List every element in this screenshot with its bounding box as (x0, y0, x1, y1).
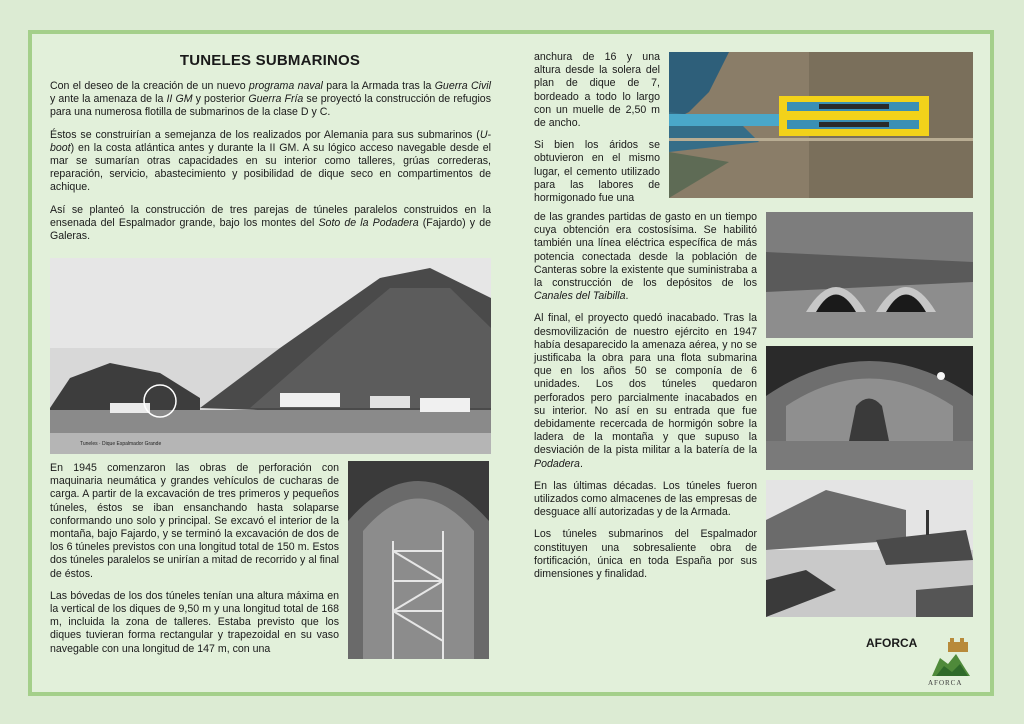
photo-mountain-bay (50, 258, 491, 454)
right-mid-text (534, 211, 757, 590)
bottom-paragraph-1: En 1945 comenzaron las obras de perforación con maquinaria neumática y grandes vehículos de cucharas de carga. A partir de la excavación de tres primeros y pequeños túneles, éstos se iban ensanchando hasta solaparse conformando uno solo y principal. Se excavó el interior de la montaña, bajo Fajardo, y se terminó la excavación de dos de los 6 túneles previstos con una longitud total de 150 m. Estos dos túneles paralelos se unirían a mitad de recorrido y al final de éstos. (50, 462, 339, 580)
aerial-tunnel-plan (669, 52, 973, 198)
right-paragraph-4: Al final, el proyecto quedó inacabado. Tras la desmovilización de nuestro ejército en 1947 había desaparecido la amenaza aérea, y no se justificaba la obra para una flota submarina que en los años 50 se componía de 6 unidades. Los dos túneles quedaron perforados pero parcialmente inacabados en su interior. No así en su entrada que fue debidamente recercada de hormigón sobre la ladera de la montaña y que supuso la desviación de la pista militar a la batería de la Podadera. (534, 312, 757, 470)
right-paragraph-2: Si bien los áridos se obtuvieron en el mismo lugar, el cemento utilizado para las labores de hormigonado fue una (534, 139, 660, 205)
right-top-text (534, 51, 660, 205)
page-title: TUNELES SUBMARINOS (179, 52, 361, 69)
photo-tunnel-scaffolding (348, 461, 489, 659)
logo-text: AFORCA (928, 679, 963, 687)
right-paragraph-5: En las últimas décadas. Los túneles fueron utilizados como almacenes de las empresas de desguace allí autorizadas y de la Armada. (534, 479, 757, 519)
right-paragraph-1: anchura de 16 y una altura desde la solera del plan de dique de 7, bordeado a todo lo largo con un muelle de 2,50 m de ancho. (534, 51, 660, 130)
brand-name: AFORCA (866, 636, 918, 650)
photo-tunnel-interior (766, 346, 973, 470)
intro-paragraph-3: Así se planteó la construcción de tres parejas de túneles paralelos construidos en la ensenada del Espalmador grande, bajo los montes del Soto de la Podadera (Fajardo) y de Galeras. (50, 203, 491, 243)
right-paragraph-6: Los túneles submarinos del Espalmador constituyen una sobresaliente obra de fortificación, única en toda España por sus dimensiones y finalidad. (534, 528, 757, 581)
photo-ships-shore (766, 480, 973, 617)
intro-paragraph-1: Con el deseo de la creación de un nuevo programa naval para la Armada tras la Guerra Civil y ante la amenaza de la II GM y posterior Guerra Fría se proyectó la construcción de refugios para una numerosa flotilla de submarinos de la clase D y C. (50, 80, 492, 119)
right-paragraph-3: de las grandes partidas de gasto en un tiempo cuya obtención era costosísima. Se habilitó también una línea eléctrica específica de más potencia conectada desde la población de Canteras sobre la existente que suministraba a la construcción de los depósitos de los Canales del Taibilla. (534, 211, 757, 303)
left-bottom-text (50, 462, 339, 665)
aforca-logo-icon (930, 636, 974, 682)
intro-paragraph-2: Éstos se construirían a semejanza de los realizados por Alemania para sus submarinos (U-boot) en la costa atlántica antes y durante la II GM. A su lógico acceso navegable desde el mar se sumarían otras capacidades en su interior como talleres, grúas correderas, reparación, servicio, abastecimiento y posibilidad de dique seco en compartimentos de achique. (50, 128, 491, 194)
photo-tunnel-entrances (766, 212, 973, 338)
left-intro-text (50, 80, 491, 252)
photo-caption: Tuneles · Dique Espalmador Grande (80, 441, 162, 447)
bottom-paragraph-2: Las bóvedas de los dos túneles tenían una altura máxima en la vertical de los diques de 9,50 m y una longitud total de 168 m, incluida la zona de talleres. Estaba previsto que los diques tuvieran forma rectangular y trapezoidal en su vaso navegable con una longitud de 147 m, con una (50, 589, 339, 655)
